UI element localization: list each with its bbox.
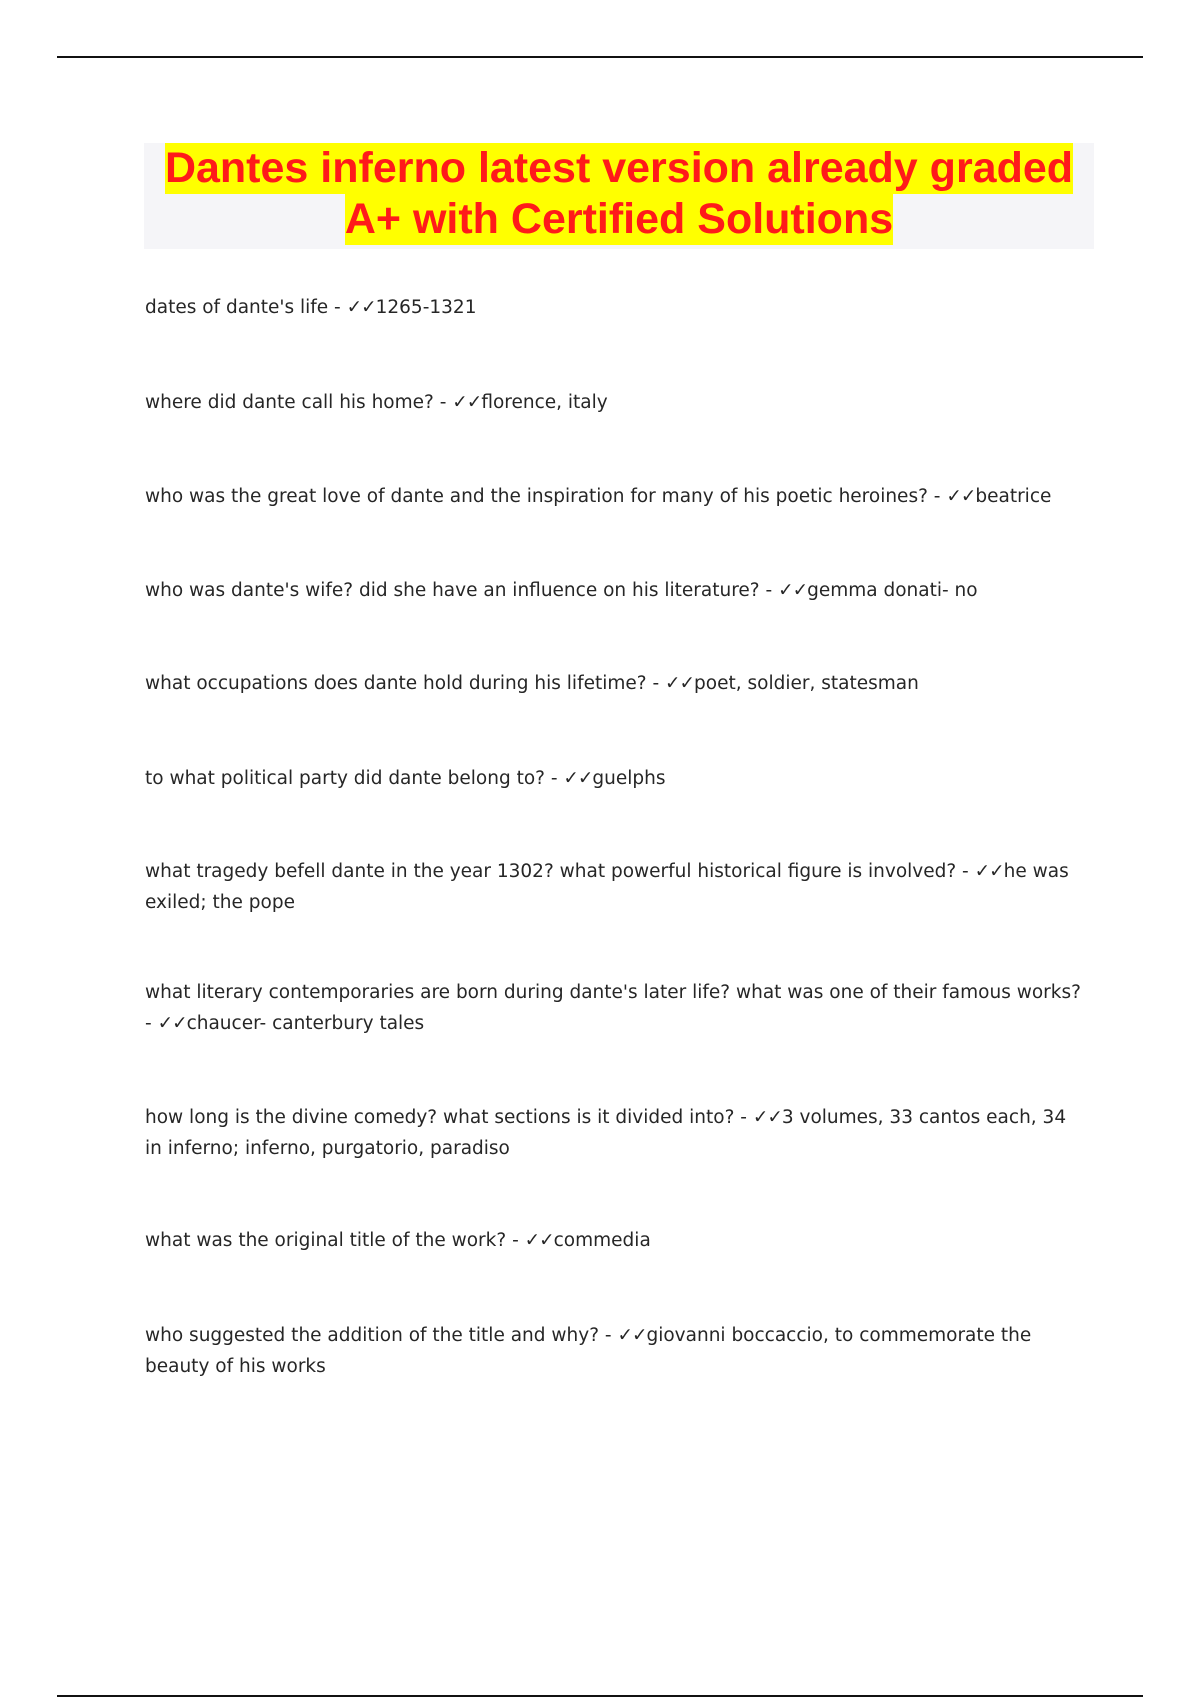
answer: commedia	[553, 1230, 651, 1251]
qa-item-2	[145, 387, 1085, 418]
question: what was the original title of the work?	[145, 1230, 507, 1251]
check-mark-icon: ✓✓	[946, 486, 976, 507]
bottom-rule	[57, 1695, 1143, 1697]
question: what literary contemporaries are born during dante's later life? what was one of their famous works?	[145, 982, 1081, 1003]
qa-item-9	[145, 1102, 1085, 1164]
check-mark-icon: ✓✓	[524, 1230, 554, 1251]
question: how long is the divine comedy? what sections is it divided into?	[145, 1107, 735, 1128]
answer: beatrice	[975, 486, 1052, 507]
question: dates of dante's life	[145, 297, 329, 318]
answer: 1265-1321	[375, 297, 477, 318]
qa-item-8	[145, 977, 1085, 1039]
question: to what political party did dante belong to?	[145, 768, 545, 789]
answer: guelphs	[592, 768, 666, 789]
title-line-2: A+ with Certified Solutions	[344, 195, 894, 243]
qa-item-1	[145, 292, 1085, 323]
qa-item-5	[145, 668, 1085, 699]
answer: chaucer- canterbury tales	[186, 1013, 425, 1034]
question: what tragedy befell dante in the year 1302? what powerful historical figure is involved?	[145, 861, 957, 882]
answer: gemma donati- no	[807, 580, 978, 601]
top-rule	[57, 56, 1143, 58]
question: what occupations does dante hold during his lifetime?	[145, 673, 647, 694]
question: who suggested the addition of the title and why?	[145, 1325, 600, 1346]
separator: -	[956, 861, 975, 882]
question: where did dante call his home?	[145, 392, 434, 413]
document-title	[144, 143, 1094, 249]
qa-item-6	[145, 763, 1085, 794]
check-mark-icon: ✓✓	[974, 861, 1004, 882]
check-mark-icon: ✓✓	[752, 1107, 782, 1128]
check-mark-icon: ✓✓	[157, 1013, 187, 1034]
check-mark-icon: ✓✓	[563, 768, 593, 789]
title-line-1: Dantes inferno latest version already graded	[164, 144, 1074, 192]
separator: -	[433, 392, 453, 413]
separator: -	[544, 768, 564, 789]
separator: -	[328, 297, 347, 318]
answer: 3 volumes, 33 cantos each, 34 in inferno; inferno, purgatorio, paradiso	[145, 1107, 1067, 1159]
separator: -	[506, 1230, 525, 1251]
qa-item-3	[145, 481, 1085, 512]
question: who was dante's wife? did she have an influence on his literature?	[145, 580, 760, 601]
check-mark-icon: ✓✓	[778, 580, 808, 601]
separator: -	[646, 673, 666, 694]
qa-item-10	[145, 1225, 1085, 1256]
answer: florence, italy	[481, 392, 608, 413]
separator: -	[734, 1107, 753, 1128]
answer: he was exiled; the pope	[145, 861, 1069, 913]
qa-item-7	[145, 856, 1085, 918]
qa-item-4	[145, 575, 1085, 606]
separator: -	[927, 486, 947, 507]
check-mark-icon: ✓✓	[346, 297, 376, 318]
separator: -	[759, 580, 779, 601]
check-mark-icon: ✓✓	[617, 1325, 647, 1346]
qa-item-11	[145, 1320, 1085, 1382]
check-mark-icon: ✓✓	[665, 673, 695, 694]
answer: giovanni boccaccio, to commemorate the beauty of his works	[145, 1325, 1032, 1377]
separator: -	[599, 1325, 618, 1346]
answer: poet, soldier, statesman	[694, 673, 919, 694]
question: who was the great love of dante and the inspiration for many of his poetic heroines?	[145, 486, 928, 507]
check-mark-icon: ✓✓	[452, 392, 482, 413]
separator: -	[145, 1013, 158, 1034]
